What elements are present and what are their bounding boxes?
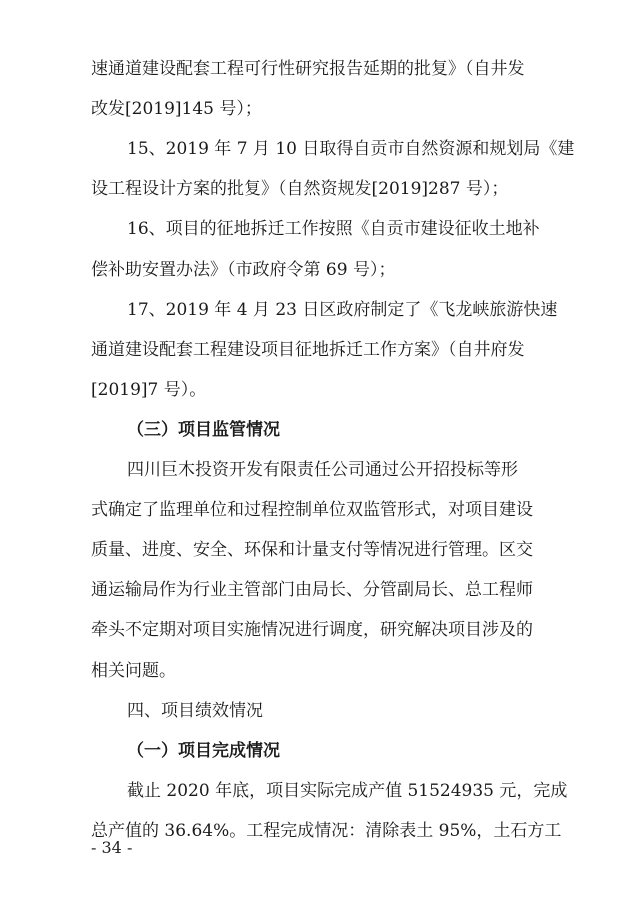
text-line-13: 通运输局作为行业主管部门由局长、分管副局长、总工程师	[91, 580, 533, 600]
section-heading-3: （三）项目监管情况	[127, 420, 280, 440]
text-line-4: 设工程设计方案的批复》（自然资规发[2019]287 号）；	[91, 179, 509, 199]
text-line-9: [2019]7 号）。	[91, 380, 207, 400]
text-line-8: 通道建设配套工程建设项目征地拆迁工作方案》（自井府发	[91, 340, 525, 360]
text-line-6: 偿补助安置办法》（市政府令第 69 号）；	[91, 260, 396, 280]
text-line-14: 牵头不定期对项目实施情况进行调度，研究解决项目涉及的	[91, 620, 533, 640]
text-line-3: 15、2019 年 7 月 10 日取得自贡市自然资源和规划局《建	[127, 139, 575, 159]
text-line-12: 质量、进度、安全、环保和计量支付等情况进行管理。区交	[91, 540, 533, 560]
text-line-17: 总产值的 36.64%。工程完成情况：清除表土 95%，土石方工	[91, 821, 562, 841]
text-line-15: 相关问题。	[91, 661, 176, 681]
text-line-2: 改发[2019]145 号）；	[91, 99, 262, 119]
text-line-11: 式确定了监理单位和过程控制单位双监管形式，对项目建设	[91, 500, 533, 520]
section-heading-four: 四、项目绩效情况	[127, 701, 263, 721]
section-heading-1: （一）项目完成情况	[127, 741, 280, 761]
text-line-1: 速通道建设配套工程可行性研究报告延期的批复》（自井发	[91, 59, 525, 79]
page-number: - 34 -	[91, 838, 133, 857]
text-line-7: 17、2019 年 4 月 23 日区政府制定了《飞龙峡旅游快速	[127, 300, 558, 320]
text-line-10: 四川巨木投资开发有限责任公司通过公开招投标等形	[127, 460, 518, 480]
text-line-5: 16、项目的征地拆迁工作按照《自贡市建设征收土地补	[127, 219, 540, 239]
text-line-16: 截止 2020 年底，项目实际完成产值 51524935 元，完成	[127, 781, 568, 801]
